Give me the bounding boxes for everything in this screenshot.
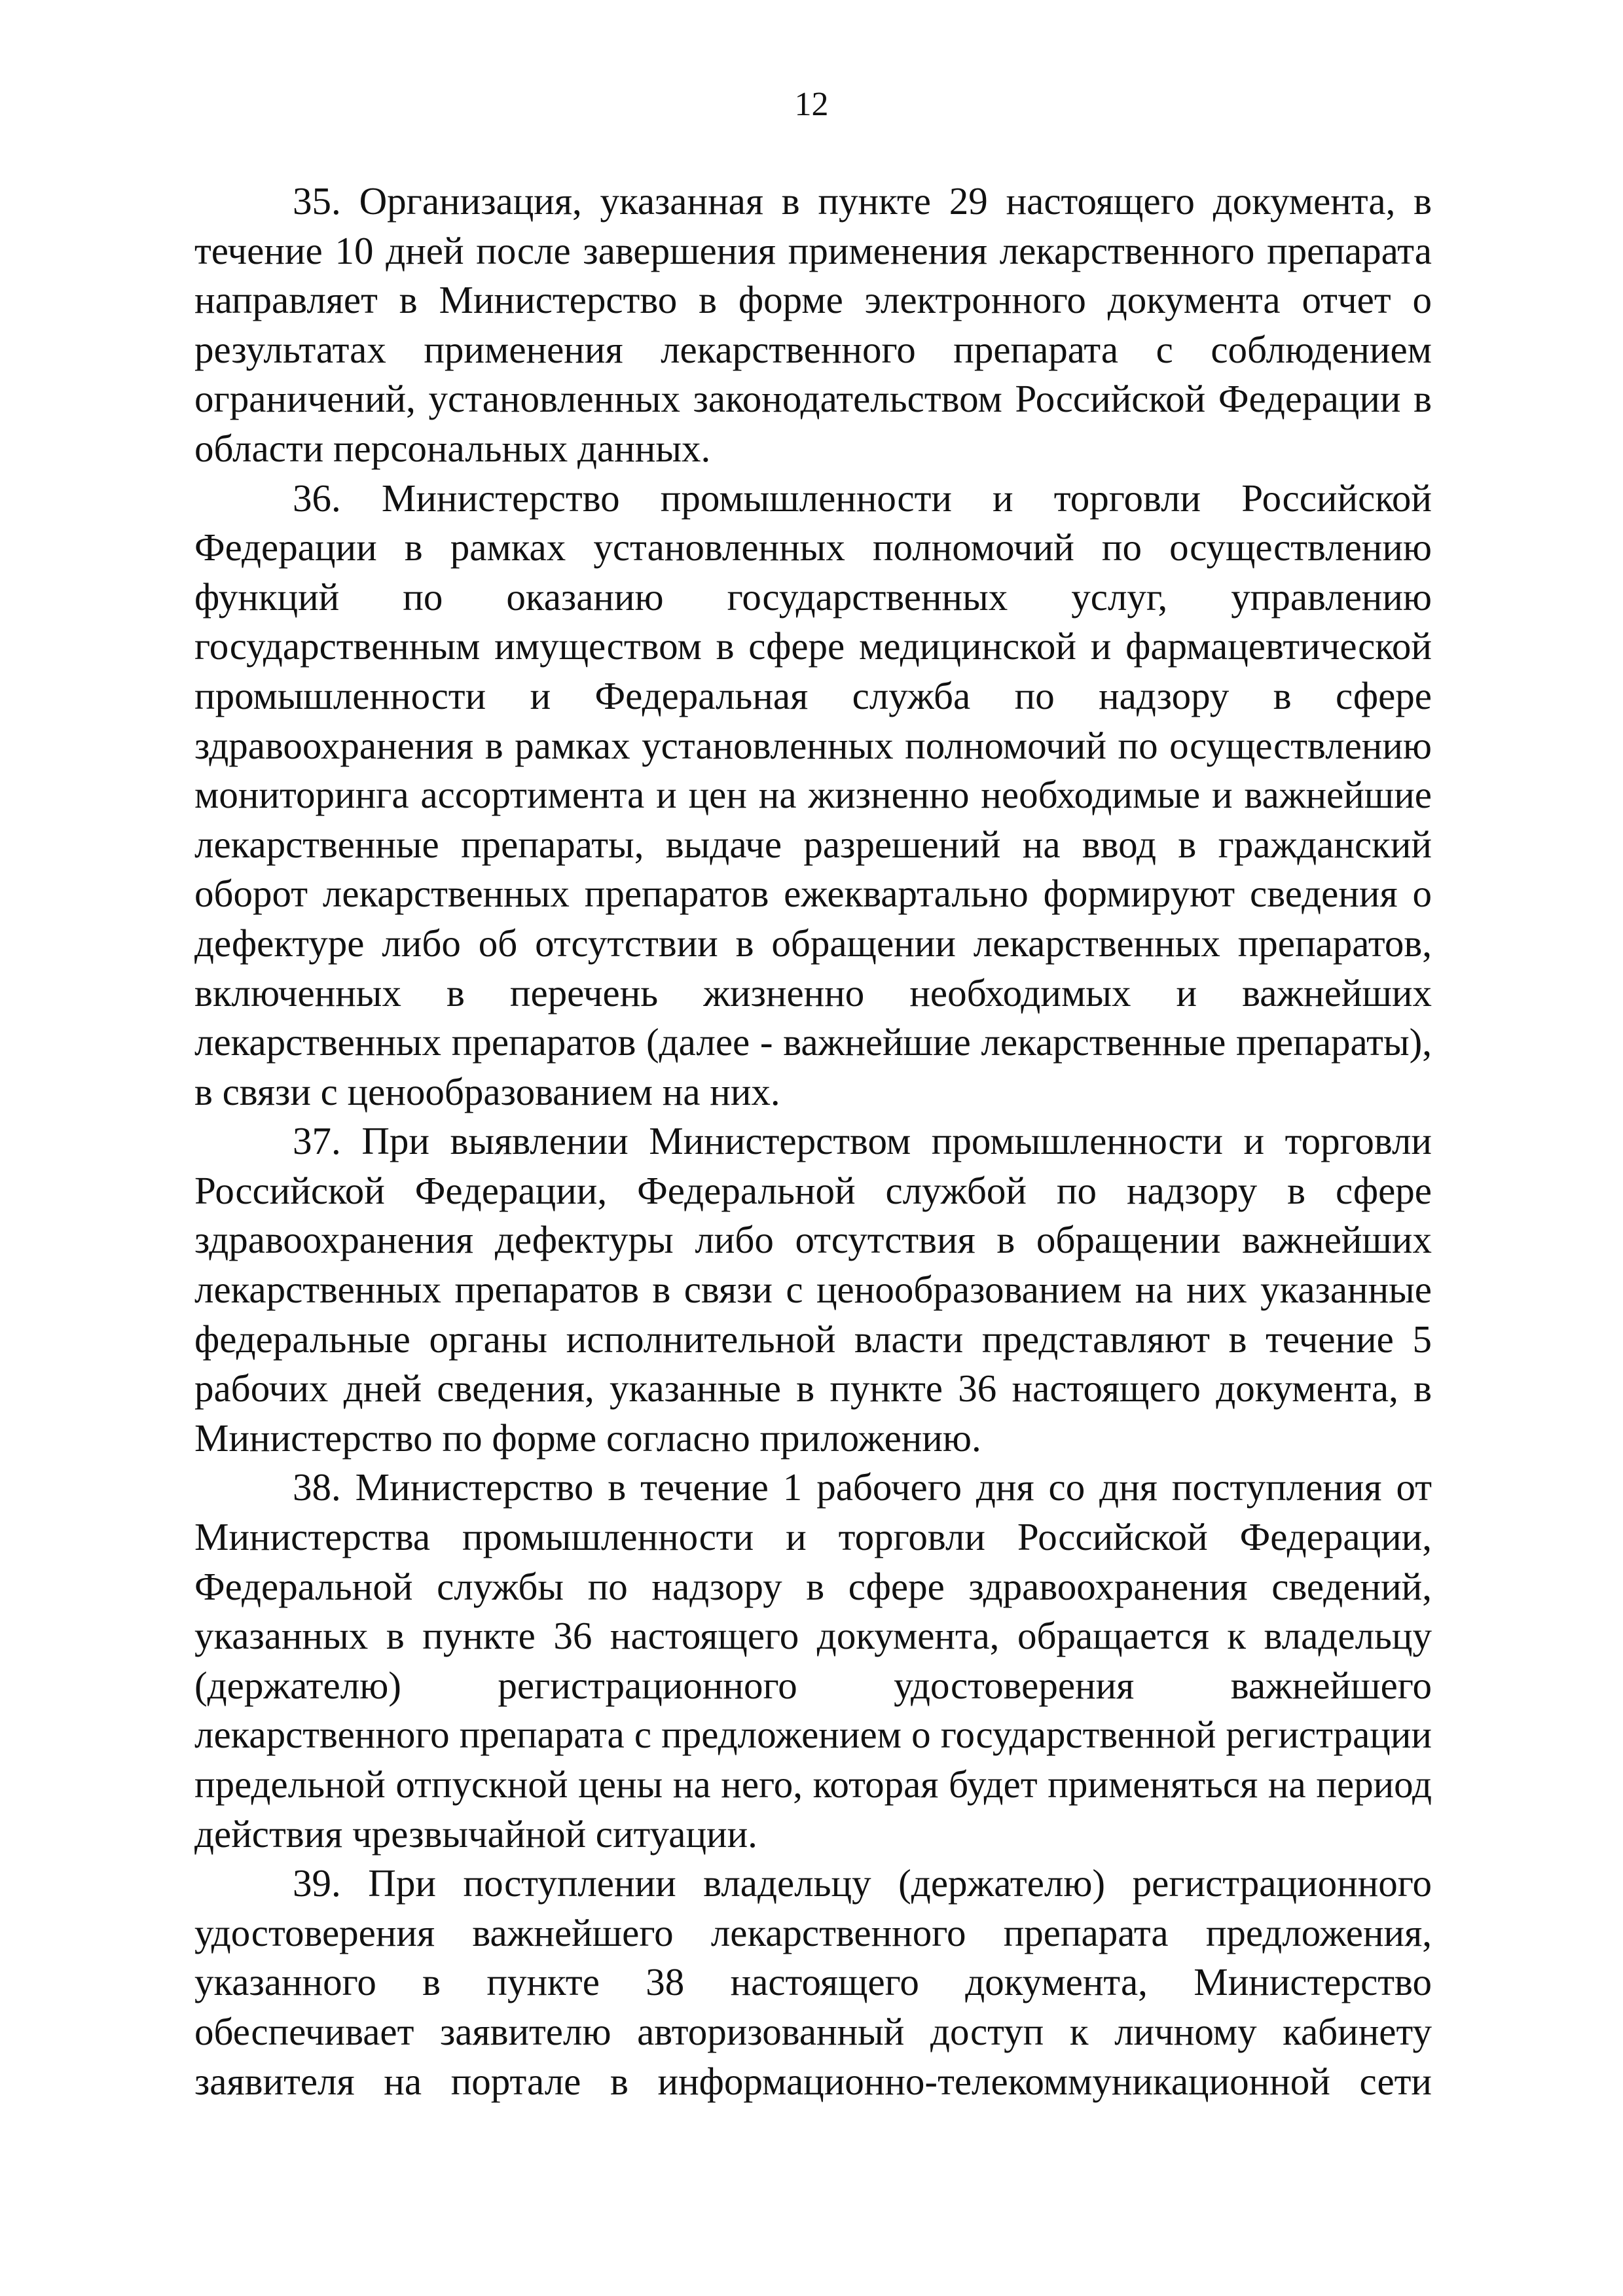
paragraph-39: 39. При поступлении владельцу (держателю) регистрационного удостоверения важнейшего лекарственного препарата предложения, указанного в пункте 38 настоящего документа, Министерство обеспечивает заявителю авторизованный доступ к личному кабинету заявителя на портале в информационно-телекоммуникационной сети (194, 1861, 1432, 2103)
paragraph-37: 37. При выявлении Министерством промышленности и торговли Российской Федерации, Федеральной службой по надзору в сфере здравоохранения дефектуры либо отсутствия в обращении важнейших лекарственных препаратов в связи с ценообразованием на них указанные федеральные органы исполнительной власти представляют в течение 5 рабочих дней сведения, указанные в пункте 36 настоящего документа, в Министерство по форме согласно приложению. (194, 1119, 1432, 1460)
document-body (194, 177, 1432, 2106)
page-number: 12 (794, 86, 829, 123)
paragraph-35: 35. Организация, указанная в пункте 29 настоящего документа, в течение 10 дней после завершения применения лекарственного препарата направляет в Министерство в форме электронного документа отчет о результатах применения лекарственного препарата с соблюдением ограничений, установленных законодательством Российской Федерации в области персональных данных. (194, 179, 1432, 470)
paragraph-36: 36. Министерство промышленности и торговли Российской Федерации в рамках установленных полномочий по осуществлению функций по оказанию государственных услуг, управлению государственным имуществом в сфере медицинской и фармацевтической промышленности и Федеральная служба по надзору в сфере здравоохранения в рамках установленных полномочий по осуществлению мониторинга ассортимента и цен на жизненно необходимые и важнейшие лекарственные препараты, выдаче разрешений на ввод в гражданский оборот лекарственных препаратов ежеквартально формируют сведения о дефектуре либо об отсутствии в обращении лекарственных препаратов, включенных в перечень жизненно необходимых и важнейших лекарственных препаратов (далее - важнейшие лекарственные препараты), в связи с ценообразованием на них. (194, 476, 1432, 1113)
paragraph-38: 38. Министерство в течение 1 рабочего дня со дня поступления от Министерства промышленности и торговли Российской Федерации, Федеральной службы по надзору в сфере здравоохранения сведений, указанных в пункте 36 настоящего документа, обращается к владельцу (держателю) регистрационного удостоверения важнейшего лекарственного препарата с предложением о государственной регистрации предельной отпускной цены на него, которая будет применяться на период действия чрезвычайной ситуации. (194, 1465, 1432, 1856)
